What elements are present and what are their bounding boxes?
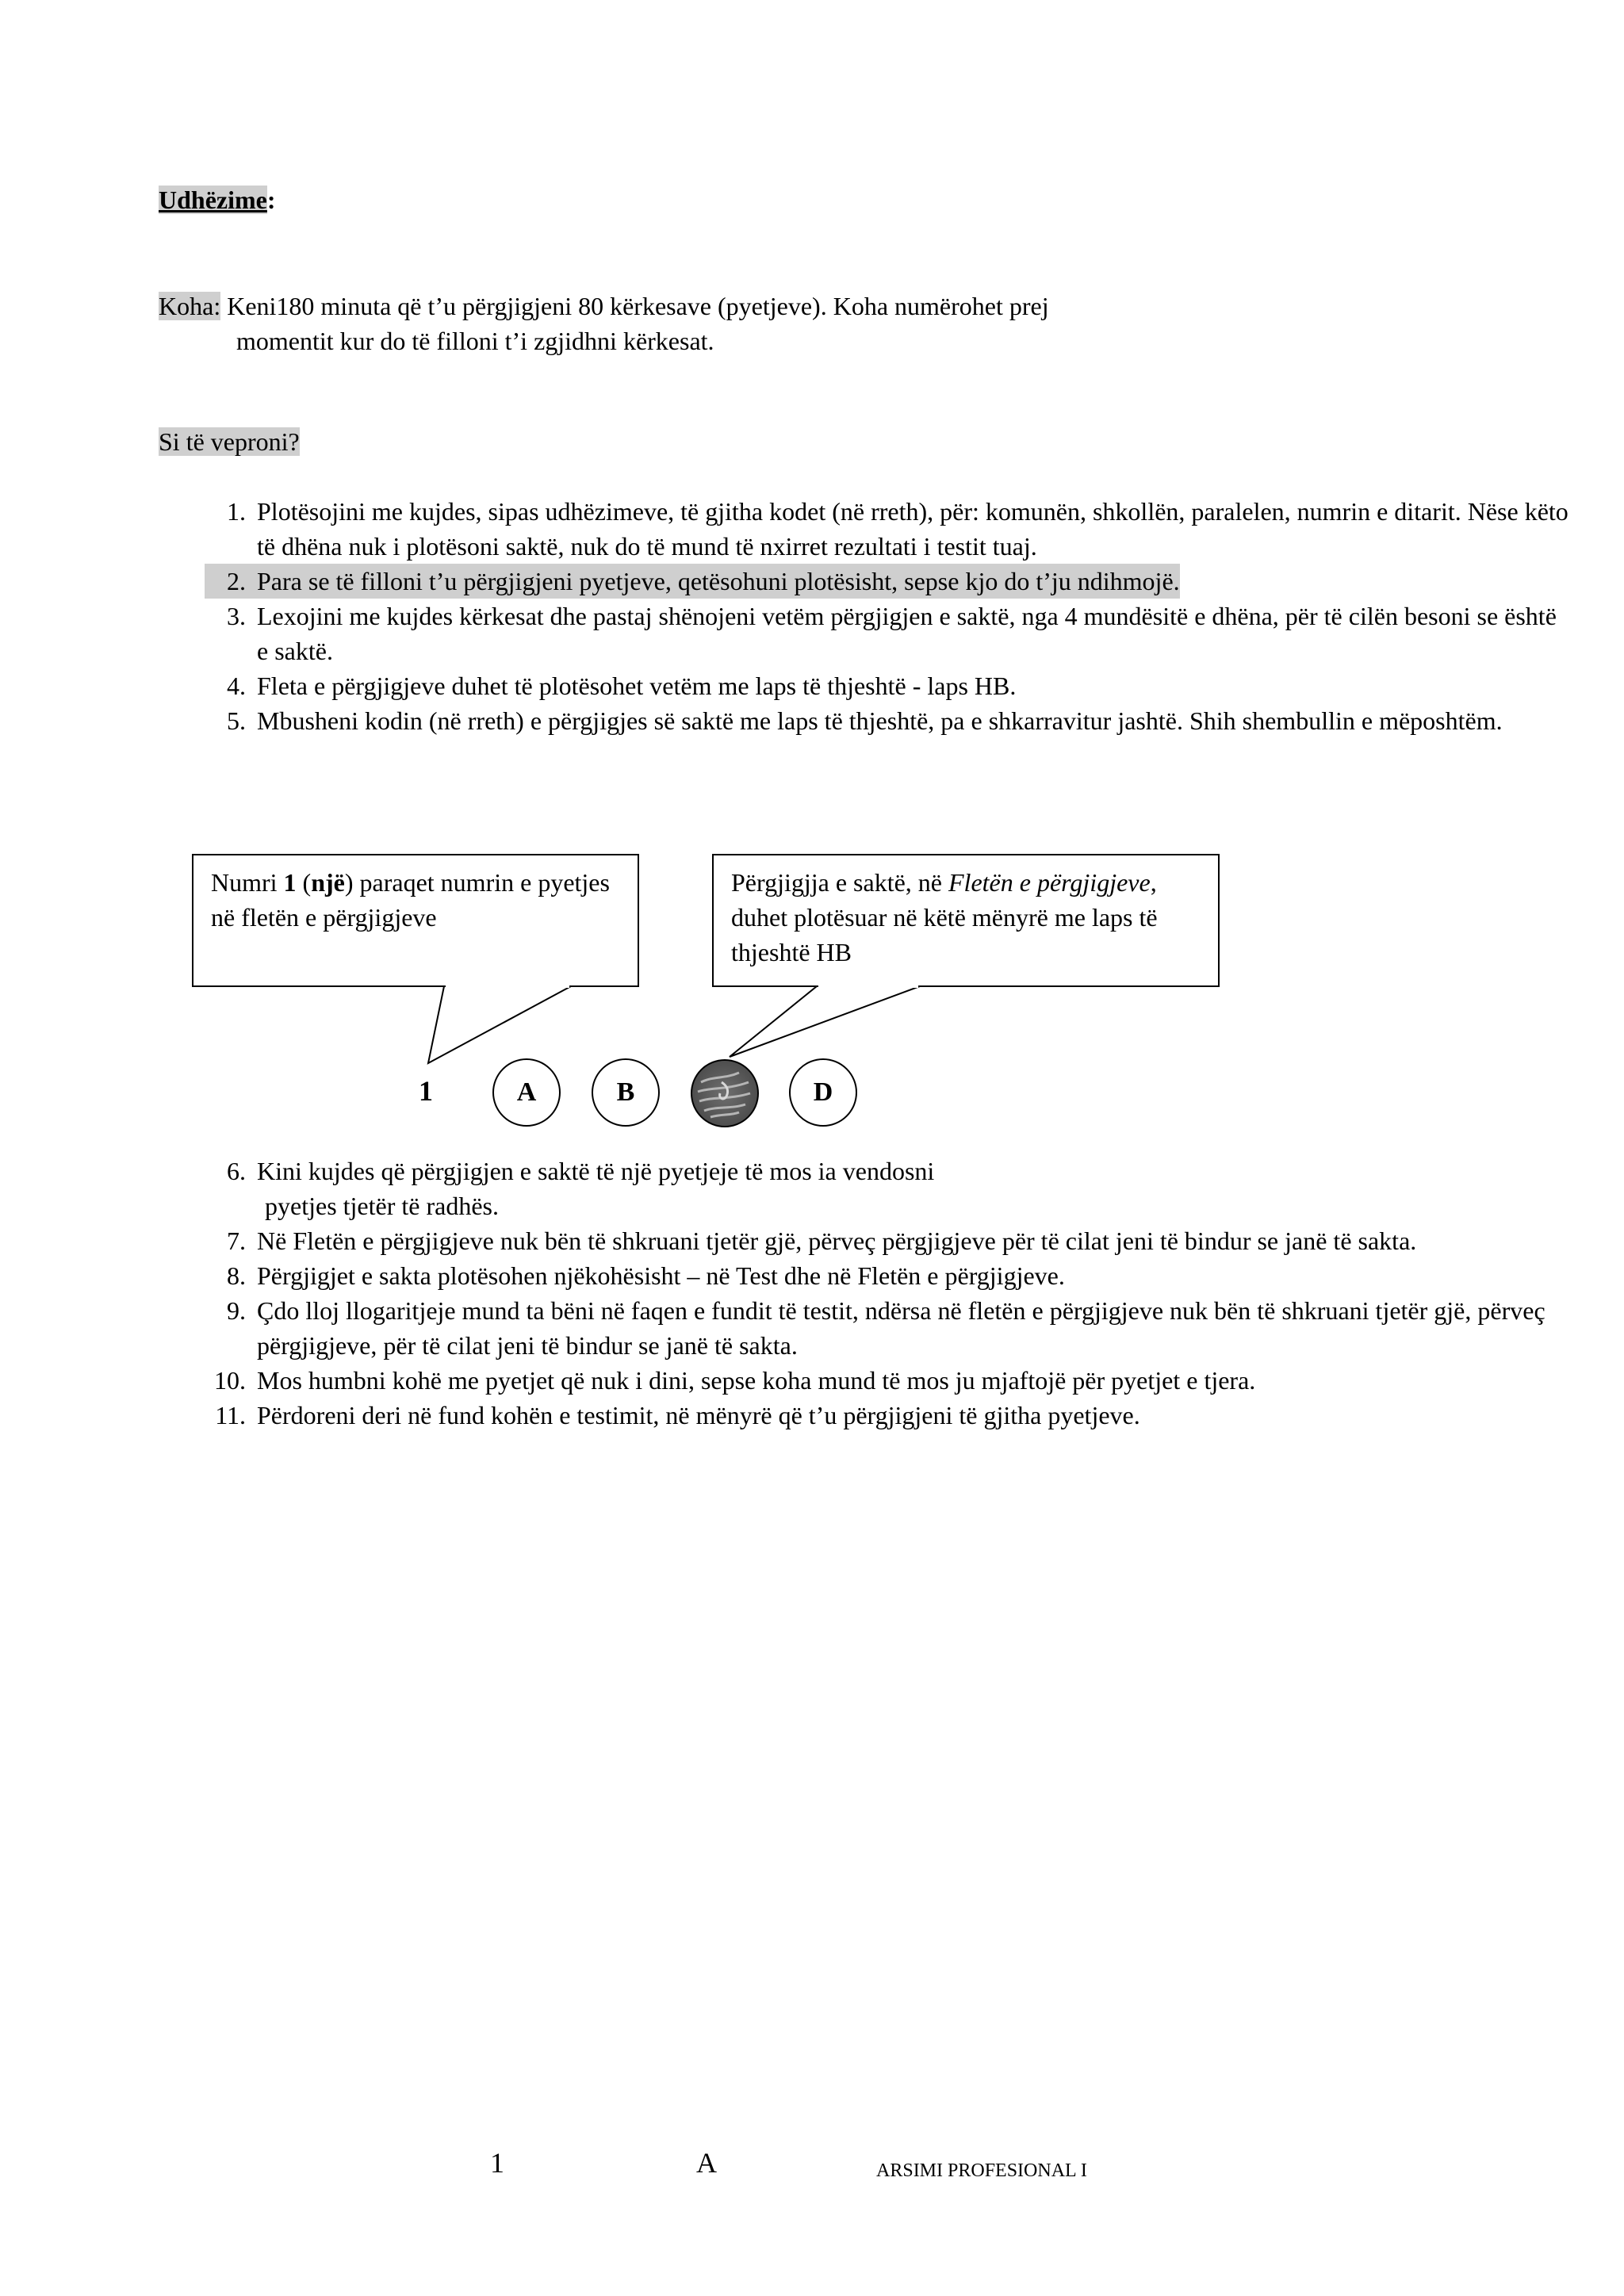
item-number: 2. [227, 567, 246, 595]
answer-bubble-c-filled [690, 1058, 758, 1127]
item-text: Para se të filloni t’u përgjigjeni pyetjeve, qetësohuni plotësisht, sepse kjo do t’ju ndihmojë. [257, 567, 1180, 595]
time-text-line2: momentit kur do të filloni t’i zgjidhni kërkesat. [236, 327, 714, 355]
item-number: 5. [227, 706, 246, 735]
answer-bubble-b: B [592, 1058, 660, 1127]
callout-right-text-pre: Përgjigjja e saktë, në [731, 868, 948, 897]
callout-right-italic: Fletën e përgjigjeve [948, 868, 1151, 897]
instructions-heading-colon: : [266, 186, 276, 214]
item-text: Plotësojini me kujdes, sipas udhëzimeve, të gjitha kodet (në rreth), për: komunën, shkollën, paralelen, numrin e ditarit. Nëse këto të dhëna nuk i plotësoni saktë, nuk do të mund të nxirret rezultati i testit tuaj. [257, 497, 1568, 561]
instructions-heading-text: Udhëzime [159, 186, 267, 214]
footer-page-number: 1 [490, 2147, 504, 2179]
item-text: Fleta e përgjigjeve duhet të plotësohet vetëm me laps të thjeshtë - laps HB. [257, 672, 1017, 700]
callout-left-text-mid: ( [296, 868, 312, 897]
instruction-item-6 [205, 1154, 1568, 1223]
time-label: Koha: [159, 292, 221, 320]
item-number: 4. [227, 672, 246, 700]
instruction-item-8 [205, 1258, 1568, 1293]
footer-test-version: A [696, 2147, 717, 2179]
time-text-line1: Keni180 minuta që t’u përgjigjeni 80 kërkesave (pyetjeve). Koha numërohet prej [220, 292, 1049, 320]
callout-left-text-pre: Numri [211, 868, 284, 897]
instruction-item-7 [205, 1223, 1568, 1258]
instruction-item-10 [205, 1363, 1568, 1398]
item-number: 6. [227, 1157, 246, 1185]
example-question-number: 1 [419, 1075, 433, 1107]
howto-heading-text: Si të veproni? [159, 427, 300, 456]
item-number: 3. [227, 602, 246, 630]
item-text-line2: pyetjes tjetër të radhës. [265, 1192, 499, 1220]
instruction-list-part2 [205, 1154, 1568, 1433]
item-number: 9. [227, 1296, 246, 1325]
instruction-item-11 [205, 1398, 1568, 1433]
pencil-filled-bubble [690, 1058, 760, 1128]
callout-left-bold-number: 1 [283, 868, 297, 897]
instruction-item-9 [205, 1293, 1568, 1363]
item-text: Përgjigjet e sakta plotësohen njëkohësisht – në Test dhe në Fletën e përgjigjeve. [257, 1261, 1065, 1290]
item-text: Kini kujdes që përgjigjen e saktë të një pyetjeje të mos ia vendosni [257, 1157, 935, 1185]
item-number: 8. [227, 1261, 246, 1290]
item-number: 7. [227, 1226, 246, 1255]
callout-left-bold-word: një [311, 868, 345, 897]
callout-left-text-post: ) paraqet numrin e pyetjes në fletën e përgjigjeve [211, 868, 610, 932]
item-text: Në Fletën e përgjigjeve nuk bën të shkruani tjetër gjë, përveç përgjigjeve për të cilat jeni të bindur se janë të sakta. [257, 1226, 1417, 1255]
answer-bubble-a: A [492, 1058, 561, 1127]
item-text: Përdoreni deri në fund kohën e testimit, në mënyrë që t’u përgjigjeni të gjitha pyetjeve. [257, 1401, 1140, 1429]
item-number: 10. [214, 1366, 246, 1395]
footer-subject: ARSIMI PROFESIONAL I [876, 2160, 1087, 2181]
item-text: Lexojini me kujdes kërkesat dhe pastaj shënojeni vetëm përgjigjen e saktë, nga 4 mundësitë e dhëna, për të cilën besoni se është e saktë. [257, 602, 1557, 665]
item-number: 11. [215, 1401, 246, 1429]
item-number: 1. [227, 497, 246, 526]
callout-right-text-post: , duhet plotësuar në këtë mënyrë me laps të thjeshtë HB [731, 868, 1158, 966]
item-text: Mbusheni kodin (në rreth) e përgjigjes së saktë me laps të thjeshtë, pa e shkarravitur jashtë. Shih shembullin e mëposhtëm. [257, 706, 1503, 735]
answer-bubble-d: D [789, 1058, 857, 1127]
item-text: Mos humbni kohë me pyetjet që nuk i dini, sepse koha mund të mos ju mjaftojë për pyetjet e tjera. [257, 1366, 1256, 1395]
item-text: Çdo lloj llogaritjeje mund ta bëni në faqen e fundit të testit, ndërsa në fletën e përgjigjeve nuk bën të shkruani tjetër gjë, përveç përgjigjeve, për të cilat jeni të bindur se janë të sakta. [257, 1296, 1545, 1360]
